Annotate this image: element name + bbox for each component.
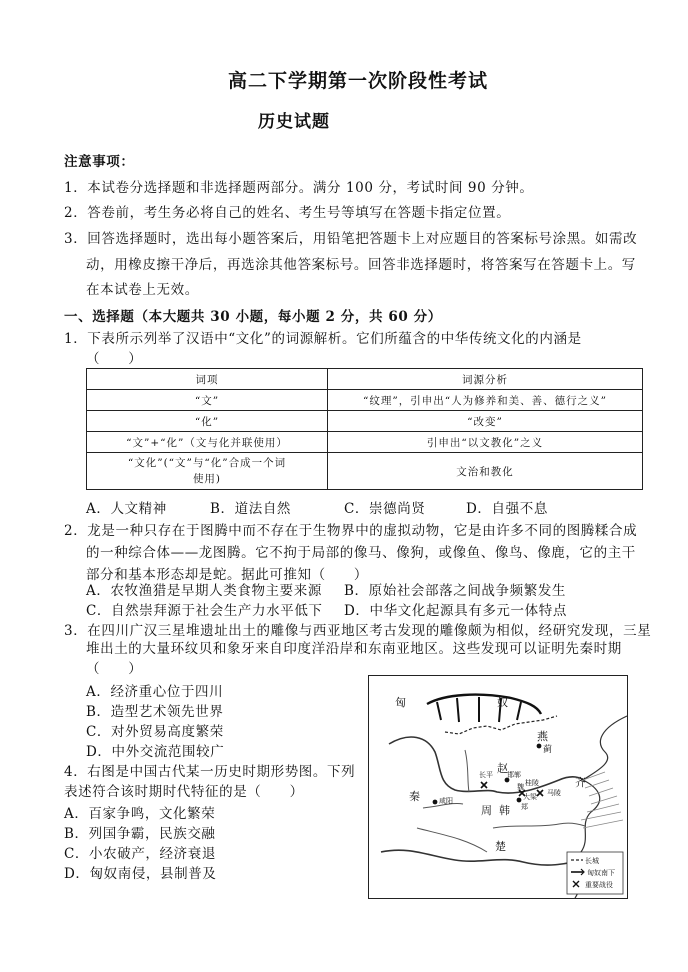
map-label: 韩 xyxy=(499,804,510,817)
table-cell: “化” xyxy=(87,411,328,432)
legend-label: 匈奴南下 xyxy=(587,869,615,877)
section-heading: 一、选择题（本大题共 30 小题，每小题 2 分，共 60 分） xyxy=(64,309,442,325)
option: D．中外交流范围较广 xyxy=(86,744,225,760)
question-line: （ ） xyxy=(86,661,143,677)
table-cell: “文”+“化”（文与化并联使用） xyxy=(87,432,328,453)
question-line: 3．在四川广汉三星堆遗址出土的雕像与西亚地区考古发现的雕像颇为相似，经研究发现，三星 xyxy=(64,623,652,639)
answer-blank: （ ） xyxy=(86,351,143,367)
option: A．农牧渔猎是早期人类食物主要来源 xyxy=(86,583,322,599)
table-cell: 文治和教化 xyxy=(328,453,643,490)
map-label: 桂陵 xyxy=(525,779,539,787)
legend-label: 重要战役 xyxy=(585,881,613,889)
map-label: 马陵 xyxy=(547,789,561,797)
question-line: 的一种综合体——龙图腾。它不拘于局部的像马、像狗，或像鱼、像鸟、像鹿，它的主干 xyxy=(86,545,636,561)
map-label: 匈 xyxy=(395,696,406,709)
option: C．小农破产，经济衰退 xyxy=(64,846,216,862)
table-row xyxy=(87,411,643,432)
legend-label: 长城 xyxy=(585,857,599,865)
map-label: 长平 xyxy=(479,771,493,779)
option: B．造型艺术领先世界 xyxy=(86,704,224,720)
option: C．对外贸易高度繁荣 xyxy=(86,724,224,740)
note-line: 1．本试卷分选择题和非选择题两部分。满分 100 分，考试时间 90 分钟。 xyxy=(64,180,534,196)
option: A．经济重心位于四川 xyxy=(86,684,224,700)
option: D．中华文化起源具有多元一体特点 xyxy=(344,603,567,619)
exam-subtitle: 历史试题 xyxy=(258,112,330,132)
note-line: 在本试卷上无效。 xyxy=(86,282,199,298)
map-label: 周 xyxy=(481,804,492,817)
option: A．百家争鸣，文化繁荣 xyxy=(64,806,216,822)
table-header: 词源分析 xyxy=(328,369,643,390)
table-cell: “改变” xyxy=(328,411,643,432)
question-line: 2．龙是一种只存在于图腾中而不存在于生物界中的虚拟动物，它是由许多不同的图腾糅合成 xyxy=(64,523,638,539)
table-row xyxy=(87,390,643,411)
etymology-table xyxy=(86,368,643,490)
table-cell: “纹理”，引申出“人为修养和美、善、德行之义” xyxy=(328,390,643,411)
table-cell-line: 使用) xyxy=(192,473,222,485)
table-row xyxy=(87,453,643,490)
option: C．自然崇拜源于社会生产力水平低下 xyxy=(86,603,323,619)
question-stem: 1．下表所示列举了汉语中“文化”的词源解析。它们所蕴含的中华传统文化的内涵是 xyxy=(64,331,582,347)
option: B．道法自然 xyxy=(210,501,292,517)
map-label: 咸阳 xyxy=(439,797,453,805)
map-label: 大梁 xyxy=(523,793,537,801)
note-line: 动，用橡皮擦干净后，再选涂其他答案标号。回答非选择题时，将答案写在答题卡上。写 xyxy=(86,257,636,273)
table-cell xyxy=(87,453,328,490)
map-label: 燕 xyxy=(537,730,548,743)
map-label: 郑 xyxy=(521,803,528,811)
map-label: 楚 xyxy=(495,840,506,853)
question-line: 堆出土的大量环纹贝和象牙来自印度洋沿岸和东南亚地区。这些发现可以证明先秦时期 xyxy=(86,641,622,657)
table-header: 词项 xyxy=(87,369,328,390)
map-label: 魏 xyxy=(517,783,524,791)
question-line: 4．右图是中国古代某一历史时期形势图。下列 xyxy=(64,764,356,780)
option: B．原始社会部落之间战争频繁发生 xyxy=(344,583,567,599)
table-cell: 引申出“以文教化”之义 xyxy=(328,432,643,453)
table-cell: “文” xyxy=(87,390,328,411)
option: C．崇德尚贤 xyxy=(344,501,426,517)
option: A．人文精神 xyxy=(86,501,167,517)
table-header-row xyxy=(87,369,643,390)
option: B．列国争霸，民族交融 xyxy=(64,826,216,842)
question-line: 表述符合该时期时代特征的是（ ） xyxy=(64,784,304,800)
exam-title: 高二下学期第一次阶段性考试 xyxy=(228,70,489,92)
question-line: 部分和基本形态却是蛇。据此可推知（ ） xyxy=(86,567,368,583)
table-cell-line: “文化”(“文”与“化”合成一个词 xyxy=(127,457,287,469)
map-label: 齐 xyxy=(575,776,586,789)
note-line: 3．回答选择题时，选出每小题答案后，用铅笔把答题卡上对应题目的答案标号涂黑。如需改 xyxy=(64,231,638,247)
map-label: 邯郸 xyxy=(507,771,521,779)
map-label: 秦 xyxy=(409,790,420,803)
notes-heading: 注意事项： xyxy=(64,154,135,170)
map-label: 赵 xyxy=(497,762,508,775)
map-label: 蓟 xyxy=(543,745,553,755)
option: D．匈奴南侵，县制普及 xyxy=(64,866,217,882)
note-line: 2．答卷前，考生务必将自己的姓名、考生号等填写在答题卡指定位置。 xyxy=(64,205,511,221)
option: D．自强不息 xyxy=(466,501,548,517)
map-label: 奴 xyxy=(497,696,508,709)
table-row xyxy=(87,432,643,453)
historical-map xyxy=(368,675,628,899)
